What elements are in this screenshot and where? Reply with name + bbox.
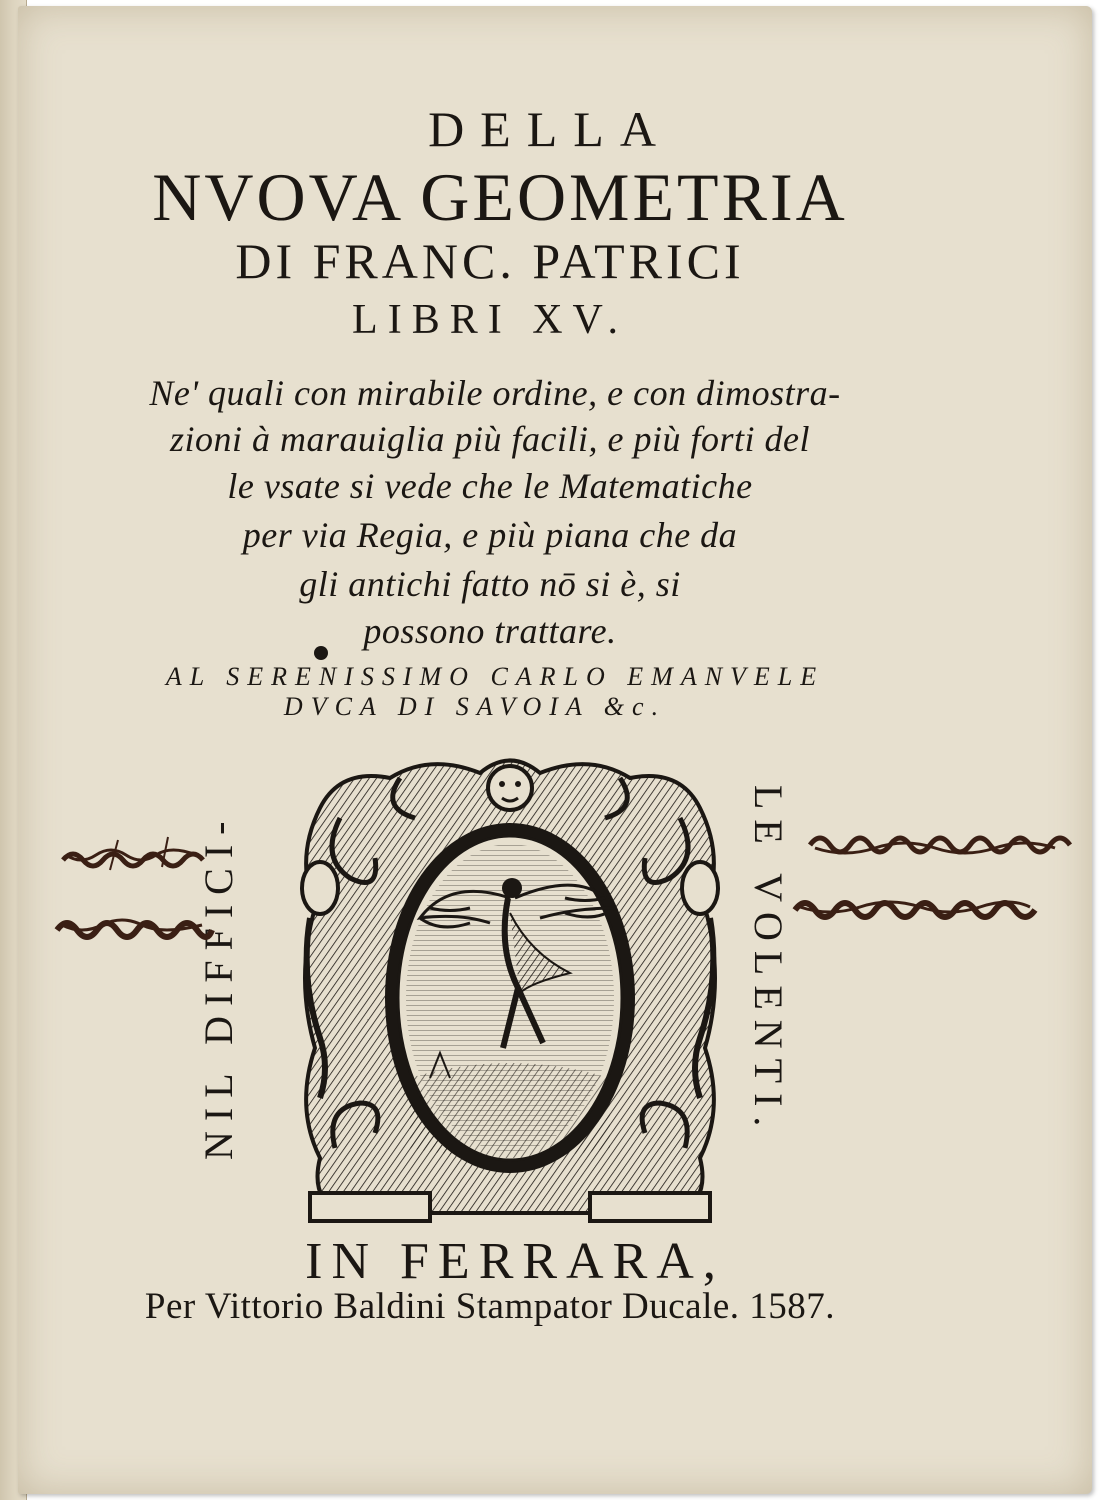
subtitle-line-3: le vsate si vede che le Matematiche <box>227 466 753 506</box>
woodcut-printer-device-icon <box>280 748 740 1228</box>
manuscript-strikeout-right-2 <box>790 885 1040 930</box>
subtitle-line-2: zioni à marauiglia più facili, e più forti del <box>170 419 810 459</box>
dedication-line-1: AL SERENISSIMO CARLO EMANVELE <box>165 662 825 691</box>
manuscript-strikeout-left-1 <box>58 835 208 875</box>
subtitle-line-4: per via Regia, e più piana che da <box>242 515 738 555</box>
manuscript-strikeout-right-1 <box>805 820 1075 865</box>
motto-left: NIL DIFFICI- <box>196 811 241 1160</box>
imprint-city: IN FERRARA, <box>305 1233 725 1290</box>
imprint-printer: Per Vittorio Baldini Stampator Ducale. 1587. <box>144 1286 836 1327</box>
subtitle-line-1: Ne' quali con mirabile ordine, e con dimostra- <box>149 373 841 413</box>
title-line-della: DELLA <box>428 101 672 157</box>
subtitle-line-6: possono trattare. <box>363 611 617 651</box>
dedication-line-2: DVCA DI SAVOIA &c. <box>283 692 667 721</box>
title-line-nuova-geometria: NVOVA GEOMETRIA <box>152 159 848 235</box>
title-line-libri: LIBRI XV. <box>352 297 628 343</box>
subtitle-line-5: gli antichi fatto nō si è, si <box>299 564 681 604</box>
title-line-author: DI FRANC. PATRICI <box>235 233 745 289</box>
manuscript-strikeout-left-2 <box>52 905 217 945</box>
ink-blot <box>314 646 328 660</box>
motto-right: LE VOLENTI. <box>746 785 791 1137</box>
